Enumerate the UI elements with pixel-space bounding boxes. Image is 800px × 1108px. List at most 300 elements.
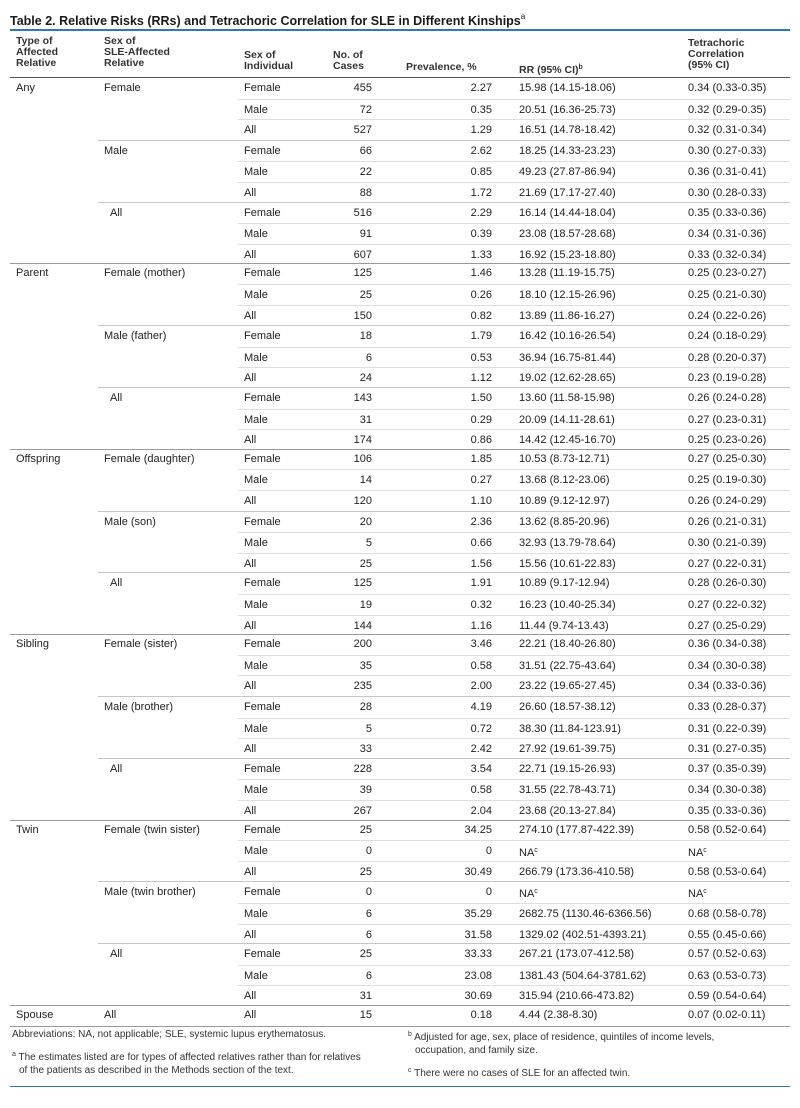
cell-tetrachoric: 0.26 (0.21-0.31)	[688, 515, 767, 528]
relative-group	[10, 1005, 790, 1027]
cell-cases: 31	[359, 413, 372, 426]
cell-cases: 125	[353, 577, 372, 590]
cell-rr: 2682.75 (1130.46-6366.56)	[519, 907, 652, 920]
cell-cases: 28	[359, 700, 372, 713]
cell-sex-individual: All	[244, 494, 257, 507]
table-row	[238, 161, 790, 183]
cell-prevalence: 1.29	[470, 124, 492, 137]
cell-cases: 33	[359, 743, 372, 756]
cell-rr: $NA^c$	[519, 847, 538, 860]
cell-tetrachoric: 0.34 (0.33-0.36)	[688, 680, 767, 693]
cell-tetrachoric: $NA^c$	[688, 888, 707, 901]
cell-tetrachoric: 0.32 (0.29-0.35)	[688, 103, 767, 116]
footnote-c: $^c$ There were no cases of SLE for an affected twin.	[408, 1067, 631, 1079]
cell-sex-individual: Female	[244, 330, 281, 343]
header-cases: No. of Cases	[333, 49, 364, 72]
cell-rr: 13.28 (11.19-15.75)	[519, 267, 615, 280]
cell-cases: 25	[359, 823, 372, 836]
cell-prevalence: 31.58	[464, 928, 492, 941]
cell-prevalence: 33.33	[464, 948, 492, 961]
sex-subgroup	[98, 572, 790, 635]
sex-subgroup	[98, 758, 790, 821]
cell-prevalence: 2.62	[470, 144, 492, 157]
cell-cases: 31	[359, 990, 372, 1003]
cell-tetrachoric: 0.33 (0.28-0.37)	[688, 700, 767, 713]
cell-tetrachoric: 0.26 (0.24-0.29)	[688, 494, 767, 507]
table-row	[238, 263, 790, 284]
table-row	[238, 409, 790, 431]
footnote-a: $^a$ The estimates listed are for types of affected relatives rather than for relatives of the patients as described in the Methods section of the text.	[12, 1051, 361, 1076]
cell-cases: 88	[359, 186, 372, 199]
cell-cases: 228	[353, 762, 372, 775]
footnote-mark: c	[703, 888, 707, 896]
cell-sex-individual: Male	[244, 845, 268, 858]
cell-cases: 5	[365, 537, 372, 550]
cell-cases: 200	[353, 638, 372, 651]
cell-tetrachoric: 0.28 (0.26-0.30)	[688, 577, 767, 590]
table-row	[238, 573, 790, 594]
relative-group	[10, 449, 790, 635]
sex-subgroup	[98, 263, 790, 325]
affected-sex-label: Female (mother)	[104, 267, 186, 280]
cell-prevalence: 0.18	[470, 1009, 492, 1021]
cell-cases: 106	[353, 452, 372, 465]
cell-rr: 38.30 (11.84-123.91)	[519, 722, 621, 735]
cell-cases: 6	[365, 969, 372, 982]
cell-tetrachoric: 0.25 (0.21-0.30)	[688, 288, 767, 301]
cell-rr: 36.94 (16.75-81.44)	[519, 351, 616, 364]
table-row	[238, 449, 790, 470]
footnote-b: $^b$ Adjusted for age, sex, place of residence, quintiles of income levels, occupation, and family size.	[408, 1031, 715, 1056]
cell-tetrachoric: 0.34 (0.30-0.38)	[688, 659, 767, 672]
cell-prevalence: 1.12	[470, 372, 492, 385]
cell-tetrachoric: 0.27 (0.22-0.32)	[688, 598, 767, 611]
cell-prevalence: 0.85	[470, 166, 492, 179]
cell-sex-individual: Female	[244, 762, 281, 775]
sex-subgroup	[98, 634, 790, 696]
table-row	[238, 738, 790, 760]
cell-prevalence: 0	[485, 845, 492, 858]
cell-prevalence: 3.54	[470, 762, 492, 775]
sex-subgroup	[98, 820, 790, 882]
cell-rr: 19.02 (12.62-28.65)	[519, 372, 616, 385]
cell-tetrachoric: 0.27 (0.23-0.31)	[688, 413, 767, 426]
sex-subgroup	[98, 881, 790, 944]
cell-sex-individual: All	[244, 248, 257, 261]
cell-cases: 25	[359, 865, 372, 878]
cell-rr: 20.51 (16.36-25.73)	[519, 103, 616, 116]
cell-tetrachoric: 0.34 (0.30-0.38)	[688, 784, 767, 797]
cell-cases: 516	[353, 206, 372, 219]
sex-subgroup	[98, 943, 790, 1006]
cell-tetrachoric: 0.58 (0.53-0.64)	[688, 865, 767, 878]
cell-sex-individual: All	[244, 743, 257, 756]
cell-rr: 267.21 (173.07-412.58)	[519, 948, 634, 961]
cell-tetrachoric: 0.30 (0.21-0.39)	[688, 537, 767, 550]
title-rule	[10, 29, 790, 31]
cell-cases: 22	[359, 166, 372, 179]
cell-tetrachoric: 0.25 (0.23-0.27)	[688, 267, 767, 280]
header-sex-individual: Sex of Individual	[244, 49, 294, 72]
table-row	[238, 388, 790, 409]
cell-rr: 18.25 (14.33-23.23)	[519, 144, 616, 157]
cell-cases: 144	[353, 619, 372, 632]
cell-sex-individual: Female	[244, 144, 281, 157]
table-row	[238, 203, 790, 224]
cell-cases: 25	[359, 948, 372, 961]
cell-tetrachoric: 0.32 (0.31-0.34)	[688, 124, 767, 137]
cell-tetrachoric: 0.31 (0.27-0.35)	[688, 743, 767, 756]
cell-prevalence: 30.69	[464, 990, 492, 1003]
cell-rr: 18.10 (12.15-26.96)	[519, 288, 616, 301]
affected-relative-label: Any	[16, 82, 35, 94]
cell-sex-individual: Female	[244, 886, 281, 899]
cell-sex-individual: Male	[244, 969, 268, 982]
cell-prevalence: 1.50	[470, 391, 492, 404]
cell-cases: 25	[359, 288, 372, 301]
cell-sex-individual: Male	[244, 784, 268, 797]
cell-sex-individual: Female	[244, 206, 281, 219]
affected-relative-label: Offspring	[16, 452, 61, 465]
cell-cases: 235	[353, 680, 372, 693]
cell-sex-individual: Female	[244, 452, 281, 465]
cell-rr: 15.56 (10.61-22.83)	[519, 557, 616, 570]
cell-sex-individual: Female	[244, 267, 281, 280]
relative-group	[10, 820, 790, 1006]
affected-sex-label: Male (father)	[104, 330, 167, 343]
cell-rr: 31.51 (22.75-43.64)	[519, 659, 616, 672]
table-row	[238, 532, 790, 554]
cell-cases: 607	[353, 248, 372, 261]
cell-rr: 23.08 (18.57-28.68)	[519, 228, 616, 241]
cell-prevalence: 0.39	[470, 228, 492, 241]
table-row	[238, 820, 790, 841]
table-row	[238, 759, 790, 780]
table-row	[238, 429, 790, 451]
table-row	[238, 965, 790, 987]
cell-rr: 32.93 (13.79-78.64)	[519, 537, 616, 550]
cell-sex-individual: All	[244, 928, 257, 941]
cell-rr: 13.68 (8.12-23.06)	[519, 474, 610, 487]
cell-tetrachoric: 0.63 (0.53-0.73)	[688, 969, 767, 982]
table-row	[238, 1005, 790, 1026]
cell-tetrachoric: 0.25 (0.23-0.26)	[688, 434, 767, 447]
cell-cases: 125	[353, 267, 372, 280]
table-row	[238, 99, 790, 121]
table-row	[238, 553, 790, 575]
cell-prevalence: 0.29	[470, 413, 492, 426]
cell-prevalence: 1.46	[470, 267, 492, 280]
cell-prevalence: 0.72	[470, 722, 492, 735]
cell-rr: 315.94 (210.66-473.82)	[519, 990, 634, 1003]
cell-rr: 15.98 (14.15-18.06)	[519, 82, 616, 94]
affected-sex-label: Male (son)	[104, 515, 156, 528]
cell-sex-individual: Male	[244, 288, 268, 301]
cell-cases: 455	[353, 82, 372, 94]
cell-rr: 23.22 (19.65-27.45)	[519, 680, 616, 693]
affected-sex-label: All	[104, 1009, 117, 1021]
cell-rr: 22.71 (19.15-26.93)	[519, 762, 616, 775]
cell-sex-individual: Male	[244, 228, 268, 241]
relative-group	[10, 634, 790, 820]
cell-tetrachoric: 0.31 (0.22-0.39)	[688, 722, 767, 735]
affected-sex-label: Male (twin brother)	[104, 886, 196, 899]
cell-cases: 267	[353, 804, 372, 817]
affected-sex-label: Male (brother)	[104, 700, 174, 713]
cell-sex-individual: Female	[244, 515, 281, 528]
cell-rr: 31.55 (22.78-43.71)	[519, 784, 616, 797]
cell-tetrachoric: 0.30 (0.27-0.33)	[688, 144, 767, 157]
cell-sex-individual: All	[244, 434, 257, 447]
cell-rr: 1381.43 (504.64-3781.62)	[519, 969, 647, 982]
cell-prevalence: 0.82	[470, 309, 492, 322]
cell-tetrachoric: 0.07 (0.02-0.11)	[688, 1009, 766, 1021]
affected-relative-label: Sibling	[16, 638, 50, 651]
table-row	[238, 944, 790, 965]
cell-cases: 6	[365, 351, 372, 364]
affected-sex-label: Female	[104, 82, 141, 94]
table-row	[238, 903, 790, 925]
cell-tetrachoric: 0.36 (0.31-0.41)	[688, 166, 767, 179]
cell-rr: 16.23 (10.40-25.34)	[519, 598, 616, 611]
cell-rr: 16.51 (14.78-18.42)	[519, 124, 616, 137]
sex-subgroup	[98, 511, 790, 574]
cell-sex-individual: Male	[244, 103, 268, 116]
cell-tetrachoric: 0.59 (0.54-0.64)	[688, 990, 767, 1003]
table-row	[238, 718, 790, 740]
cell-cases: 14	[359, 474, 372, 487]
cell-sex-individual: All	[244, 309, 257, 322]
table-row	[238, 367, 790, 389]
cell-prevalence: 1.72	[470, 186, 492, 199]
cell-tetrachoric: 0.35 (0.33-0.36)	[688, 804, 767, 817]
cell-cases: 143	[353, 391, 372, 404]
sex-subgroup	[98, 202, 790, 265]
cell-cases: 6	[365, 907, 372, 920]
sex-subgroup	[98, 1005, 790, 1026]
cell-prevalence: 0.32	[470, 598, 492, 611]
affected-sex-label: Male	[104, 144, 128, 157]
cell-tetrachoric: 0.33 (0.32-0.34)	[688, 248, 767, 261]
cell-tetrachoric: 0.30 (0.28-0.33)	[688, 186, 767, 199]
cell-cases: 15	[359, 1009, 372, 1021]
table-row	[238, 985, 790, 1007]
cell-tetrachoric: 0.25 (0.19-0.30)	[688, 474, 767, 487]
cell-rr: 49.23 (27.87-86.94)	[519, 166, 616, 179]
cell-cases: 5	[365, 722, 372, 735]
cell-prevalence: 34.25	[464, 823, 492, 836]
cell-sex-individual: All	[244, 557, 257, 570]
table-row	[238, 326, 790, 347]
cell-rr: 266.79 (173.36-410.58)	[519, 865, 634, 878]
cell-prevalence: 2.29	[470, 206, 492, 219]
cell-sex-individual: Female	[244, 948, 281, 961]
affected-sex-label: Female (daughter)	[104, 452, 195, 465]
cell-rr: 21.69 (17.17-27.40)	[519, 186, 616, 199]
footnote-mark: c	[534, 847, 538, 855]
cell-prevalence: 2.04	[470, 804, 492, 817]
footer-rule	[10, 1086, 790, 1087]
cell-sex-individual: All	[244, 372, 257, 385]
cell-rr: $NA^c$	[519, 888, 538, 901]
table-row	[238, 512, 790, 533]
cell-sex-individual: Male	[244, 722, 268, 735]
title-footnote-mark: a	[520, 12, 526, 21]
affected-relative-label: Spouse	[16, 1009, 54, 1021]
cell-prevalence: 1.16	[470, 619, 492, 632]
cell-prevalence: 4.19	[470, 700, 492, 713]
cell-rr: 1329.02 (402.51-4393.21)	[519, 928, 647, 941]
table-row	[238, 469, 790, 491]
table-row	[238, 223, 790, 245]
table-row	[238, 840, 790, 862]
cell-tetrachoric: 0.24 (0.22-0.26)	[688, 309, 767, 322]
cell-sex-individual: Male	[244, 598, 268, 611]
cell-sex-individual: All	[244, 865, 257, 878]
cell-cases: 0	[365, 886, 372, 899]
table-row	[238, 882, 790, 903]
cell-rr: 22.21 (18.40-26.80)	[519, 638, 616, 651]
affected-sex-label: All	[110, 391, 123, 404]
cell-prevalence: 0.35	[470, 103, 492, 116]
cell-cases: 20	[359, 515, 372, 528]
cell-sex-individual: Male	[244, 537, 268, 550]
sex-subgroup	[98, 140, 790, 203]
cell-tetrachoric: 0.34 (0.31-0.36)	[688, 228, 767, 241]
cell-rr: 16.14 (14.44-18.04)	[519, 206, 616, 219]
cell-prevalence: 2.00	[470, 680, 492, 693]
header-rr: RR (95% CI)$^b$	[519, 64, 583, 76]
cell-prevalence: 3.46	[470, 638, 492, 651]
table-row	[238, 779, 790, 801]
cell-tetrachoric: 0.37 (0.35-0.39)	[688, 762, 767, 775]
cell-tetrachoric: 0.26 (0.24-0.28)	[688, 391, 767, 404]
cell-tetrachoric: 0.68 (0.58-0.78)	[688, 907, 767, 920]
footnote-abbreviations: Abbreviations: NA, not applicable; SLE, systemic lupus erythematosus.	[12, 1029, 327, 1040]
cell-rr: 26.60 (18.57-38.12)	[519, 700, 616, 713]
cell-cases: 39	[359, 784, 372, 797]
cell-sex-individual: All	[244, 804, 257, 817]
sex-subgroup	[98, 696, 790, 759]
cell-prevalence: 1.79	[470, 330, 492, 343]
cell-sex-individual: Female	[244, 82, 281, 94]
cell-sex-individual: Male	[244, 166, 268, 179]
affected-relative-label: Twin	[16, 823, 39, 836]
relative-group	[10, 78, 790, 264]
table-row	[238, 141, 790, 162]
header-prevalence: Prevalence, %	[406, 61, 477, 73]
header-sex-affected: Sex of SLE-Affected Relative	[104, 35, 170, 69]
cell-prevalence: 2.42	[470, 743, 492, 756]
cell-sex-individual: Male	[244, 351, 268, 364]
table-row	[238, 697, 790, 718]
cell-prevalence: 0.27	[470, 474, 492, 487]
table-row	[238, 655, 790, 677]
cell-sex-individual: Female	[244, 577, 281, 590]
cell-tetrachoric: 0.27 (0.22-0.31)	[688, 557, 767, 570]
cell-tetrachoric: $NA^c$	[688, 847, 707, 860]
cell-prevalence: 23.08	[464, 969, 492, 982]
cell-prevalence: 0.53	[470, 351, 492, 364]
footnote-mark: c	[534, 888, 538, 896]
cell-cases: 120	[353, 494, 372, 507]
table-title: Table 2. Relative Risks (RRs) and Tetrachoric Correlation for SLE in Different Kinships$^a$	[10, 12, 526, 28]
cell-prevalence: 1.33	[470, 248, 492, 261]
cell-cases: 24	[359, 372, 372, 385]
cell-sex-individual: Male	[244, 474, 268, 487]
table-row	[238, 594, 790, 616]
affected-sex-label: All	[110, 206, 123, 219]
cell-rr: 10.89 (9.17-12.94)	[519, 577, 610, 590]
cell-tetrachoric: 0.57 (0.52-0.63)	[688, 948, 767, 961]
cell-cases: 6	[365, 928, 372, 941]
cell-tetrachoric: 0.34 (0.33-0.35)	[688, 82, 767, 94]
table-header	[10, 33, 790, 78]
relative-group	[10, 263, 790, 449]
cell-cases: 35	[359, 659, 372, 672]
cell-cases: 25	[359, 557, 372, 570]
sex-subgroup	[98, 78, 790, 140]
cell-rr: 13.62 (8.85-20.96)	[519, 515, 610, 528]
cell-tetrachoric: 0.36 (0.34-0.38)	[688, 638, 767, 651]
cell-rr: 23.68 (20.13-27.84)	[519, 804, 616, 817]
affected-sex-label: All	[110, 577, 123, 590]
cell-cases: 91	[359, 228, 372, 241]
cell-prevalence: 30.49	[464, 865, 492, 878]
table-row	[238, 78, 790, 99]
cell-sex-individual: All	[244, 990, 257, 1003]
cell-prevalence: 35.29	[464, 907, 492, 920]
cell-sex-individual: All	[244, 1009, 257, 1021]
cell-cases: 66	[359, 144, 372, 157]
cell-cases: 19	[359, 598, 372, 611]
cell-tetrachoric: 0.27 (0.25-0.29)	[688, 619, 767, 632]
table-row	[238, 305, 790, 327]
cell-tetrachoric: 0.58 (0.52-0.64)	[688, 823, 767, 836]
cell-rr: 4.44 (2.38-8.30)	[519, 1009, 598, 1021]
cell-sex-individual: Female	[244, 638, 281, 651]
cell-rr: 27.92 (19.61-39.75)	[519, 743, 616, 756]
cell-rr: 13.89 (11.86-16.27)	[519, 309, 615, 322]
cell-cases: 174	[353, 434, 372, 447]
cell-cases: 18	[359, 330, 372, 343]
cell-tetrachoric: 0.27 (0.25-0.30)	[688, 452, 767, 465]
cell-sex-individual: All	[244, 186, 257, 199]
table-row	[238, 119, 790, 141]
cell-cases: 527	[353, 124, 372, 137]
cell-prevalence: 1.85	[470, 452, 492, 465]
cell-rr: 10.89 (9.12-12.97)	[519, 494, 610, 507]
table-row	[238, 244, 790, 266]
sex-subgroup	[98, 449, 790, 511]
cell-sex-individual: All	[244, 619, 257, 632]
cell-prevalence: 2.27	[470, 82, 492, 94]
table-row	[238, 615, 790, 637]
cell-prevalence: 1.10	[470, 494, 492, 507]
cell-tetrachoric: 0.35 (0.33-0.36)	[688, 206, 767, 219]
sex-subgroup	[98, 325, 790, 388]
cell-prevalence: 0	[485, 886, 492, 899]
affected-sex-label: Female (sister)	[104, 638, 178, 651]
cell-rr: 274.10 (177.87-422.39)	[519, 823, 634, 836]
cell-rr: 14.42 (12.45-16.70)	[519, 434, 616, 447]
cell-sex-individual: Male	[244, 413, 268, 426]
footnote-mark: c	[703, 847, 707, 855]
cell-sex-individual: Female	[244, 391, 281, 404]
cell-sex-individual: Female	[244, 823, 281, 836]
cell-prevalence: 0.58	[470, 659, 492, 672]
cell-sex-individual: All	[244, 124, 257, 137]
